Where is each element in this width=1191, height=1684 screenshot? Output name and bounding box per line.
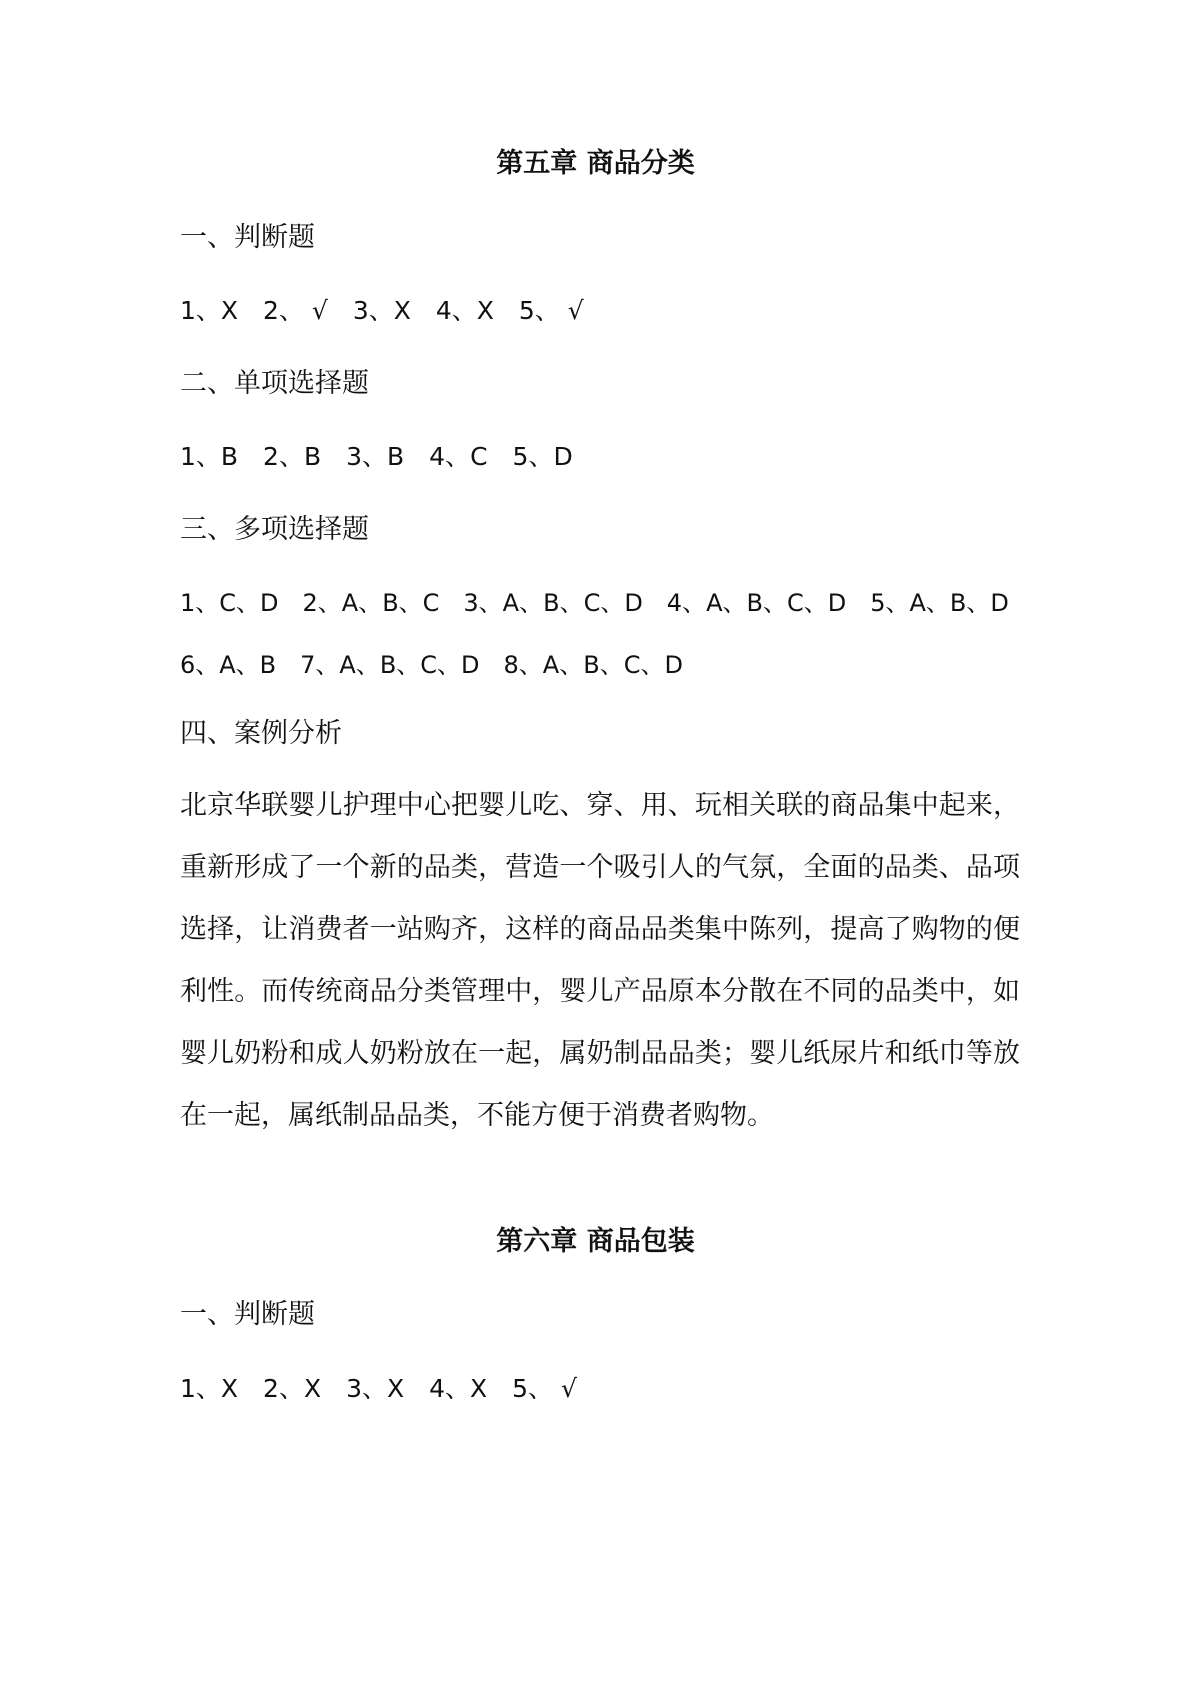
chapter-6-title: 第六章 商品包装 [496, 1226, 695, 1257]
ch5-section2-answers: 1、B 2、B 3、B 4、C 5、D [180, 442, 573, 471]
ch6-section1-answers: 1、X 2、X 3、X 4、X 5、 √ [180, 1374, 577, 1403]
ch5-section1-heading: 一、判断题 [180, 222, 315, 253]
ch6-section1-heading: 一、判断题 [180, 1299, 315, 1330]
ch5-section4-heading: 四、案例分析 [180, 718, 342, 749]
ch5-section3-heading: 三、多项选择题 [180, 514, 369, 545]
chapter-5-title: 第五章 商品分类 [496, 148, 695, 179]
ch5-section1-answers: 1、X 2、 √ 3、X 4、X 5、 √ [180, 296, 584, 325]
ch5-section2-heading: 二、单项选择题 [180, 368, 369, 399]
ch5-section3-answers: 1、C、D 2、A、B、C 3、A、B、C、D 4、A、B、C、D 5、A、B、D 6、A、B 7、A、B、C、D 8、A、B、C、D [180, 589, 1033, 679]
ch5-case-analysis-paragraph: 北京华联婴儿护理中心把婴儿吃、穿、用、玩相关联的商品集中起来，重新形成了一个新的品类，营造一个吸引人的气氛，全面的品类、品项选择，让消费者一站购齐，这样的商品品类集中陈列，提高了购物的便利性。而传统商品分类管理中，婴儿产品原本分散在不同的品类中，如婴儿奶粉和成人奶粉放在一起，属奶制品品类；婴儿纸尿片和纸巾等放在一起，属纸制品品类，不能方便于消费者购物。 [180, 790, 1020, 1131]
